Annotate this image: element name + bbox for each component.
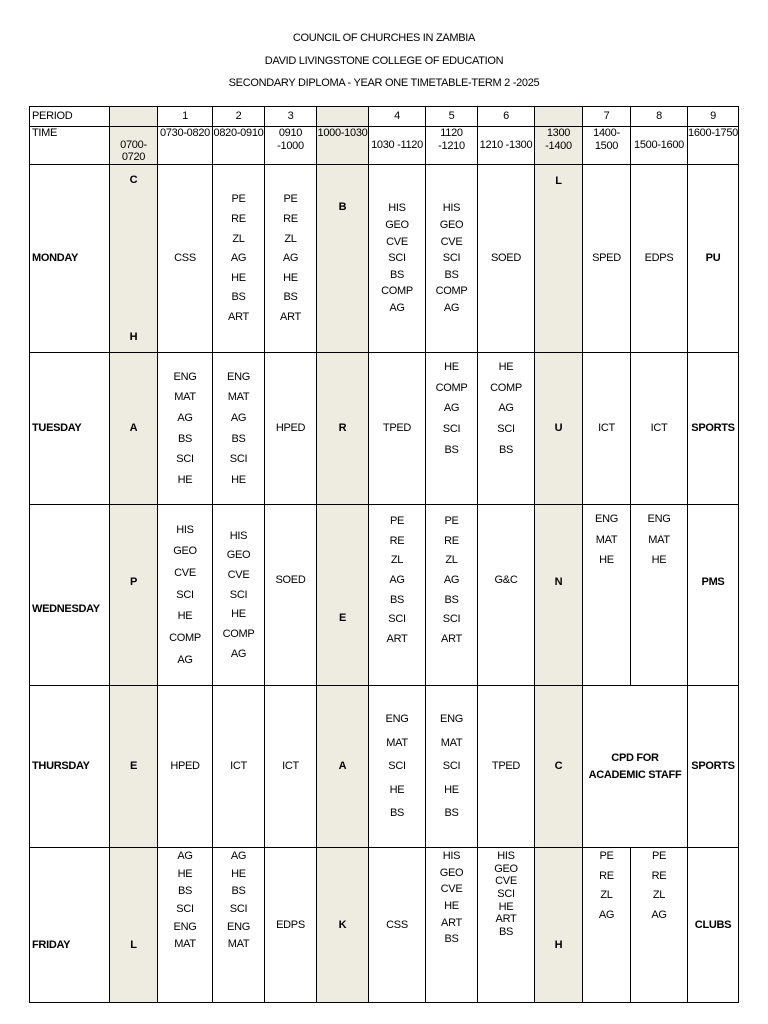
period-label: PERIOD [30,107,110,127]
time-cell: 1500-1600 [631,127,688,165]
subject-cell [478,848,535,1003]
day-label: MONDAY [30,165,110,353]
subject-cell [213,505,265,686]
subject-entry: GEO [494,862,518,875]
subject-cell [158,505,213,686]
subject-entry: MAT [174,938,196,951]
subject-entry: PE [231,193,246,206]
subject-cell: SPORTS [688,353,739,505]
subject-entry: BS [389,268,405,281]
subject-entry: ART [495,913,517,926]
subject-entry: HE [177,867,193,880]
cpd-line: ACADEMIC STAFF [588,768,682,781]
subject-entry: ENG [173,370,197,383]
subject-entry: AG [230,850,247,862]
header-line-1: COUNCIL OF CHURCHES IN ZAMBIA [292,32,476,44]
subject-entry: AG [651,908,667,921]
period-cell: 3 [265,107,317,127]
subject-entry: AG [598,908,615,921]
day-row-monday [30,165,739,353]
subject-cell [426,686,478,848]
subject-entry: BS [177,885,193,898]
subject-cell [426,505,478,686]
subject-entry: BS [444,443,459,456]
subject-entry: CVE [227,569,250,582]
subject-entry: RE [651,869,667,882]
subject-entry: HE [498,900,514,913]
subject-entry: COMP [222,627,255,640]
subject-cell [213,848,265,1003]
lunch-letter: U [535,353,583,505]
period-cell: 8 [631,107,688,127]
subject-entry: HE [231,608,246,621]
time-cell: 0910 -1000 [265,127,317,165]
subject-entry: AG [177,850,193,862]
day-label: FRIDAY [30,848,110,1003]
subject-cell: PU [688,165,739,353]
chapel-letter: E [110,686,158,848]
subject-entry: CVE [174,567,196,580]
period-cell [535,107,583,127]
subject-entry: COMP [490,381,522,394]
day-row-wednesday [30,505,739,686]
subject-entry: AG [230,252,247,265]
subject-entry: ENG [595,513,618,525]
subject-cell [583,505,631,686]
period-cell: 4 [369,107,426,127]
subject-cell [158,848,213,1003]
chapel-cell [110,165,158,353]
subject-entry: GEO [173,545,197,558]
time-cell: 1600-1750 [688,127,739,165]
subject-entry: AG [282,252,299,265]
chapel-letter: H [129,330,138,343]
subject-entry: ENG [385,712,409,725]
subject-entry: SCI [388,760,406,773]
subject-entry: HE [444,899,459,912]
subject-entry: SCI [442,613,461,626]
subject-entry: HE [389,783,405,796]
subject-entry: MAT [595,533,618,546]
time-cell: 0730-0820 [158,127,213,165]
subject-cell: TPED [478,686,535,848]
time-label: TIME [30,127,110,165]
day-row-thursday [30,686,739,848]
time-cell: 1400-1500 [583,127,631,165]
subject-cell: CSS [369,848,426,1003]
subject-entry: ENG [647,513,671,525]
subject-cell: TPED [369,353,426,505]
time-cell: 1030 -1120 [369,127,426,165]
subject-entry: BS [444,268,459,281]
subject-entry: CVE [440,235,463,248]
day-label: TUESDAY [30,353,110,505]
period-cell: 7 [583,107,631,127]
subject-entry: RE [389,534,405,547]
subject-entry: BS [498,925,514,938]
subject-entry: ART [386,632,408,645]
subject-entry: HE [651,554,667,567]
cpd-cell [583,686,688,848]
subject-entry: ART [441,916,462,929]
subject-cell [478,353,535,505]
subject-entry: HE [599,554,614,567]
subject-entry: HIS [388,202,406,215]
lunch-letter: C [535,686,583,848]
chapel-letter: P [110,505,158,686]
subject-entry: HE [231,867,246,880]
header-line-3: SECONDARY DIPLOMA - YEAR ONE TIMETABLE-TERM 2 -2025 [228,77,540,89]
subject-entry: HE [283,271,298,284]
subject-entry: HE [231,473,246,486]
period-cell: 2 [213,107,265,127]
period-cell [110,107,158,127]
subject-entry: ENG [227,370,250,383]
subject-entry: RE [231,212,246,225]
subject-entry: SCI [229,588,248,601]
subject-entry: MAT [440,736,463,749]
subject-entry: AG [443,402,460,415]
day-label: WEDNESDAY [30,505,110,686]
subject-entry: AG [177,653,193,666]
time-row [30,127,739,165]
subject-entry: ZL [445,554,458,567]
subject-entry: MAT [386,736,408,749]
day-row-tuesday [30,353,739,505]
subject-entry: PE [444,515,459,527]
subject-entry: BS [444,933,459,946]
subject-entry: SCI [388,252,406,265]
subject-entry: SCI [229,453,248,466]
subject-entry: AG [498,402,514,415]
chapel-letter: L [110,848,158,1003]
subject-entry: BS [283,291,298,304]
subject-entry: MAT [174,391,196,404]
cpd-line: CPD FOR [611,751,659,764]
subject-entry: SCI [442,252,461,265]
time-cell: 1300 -1400 [535,127,583,165]
subject-entry: ZL [390,554,404,567]
subject-entry: GEO [439,866,464,879]
subject-entry: BS [177,432,193,445]
subject-entry: ENG [173,920,197,933]
subject-entry: HE [177,473,193,486]
period-row [30,107,739,127]
subject-entry: ZL [232,232,245,245]
day-row-friday [30,848,739,1003]
subject-entry: RE [283,212,298,225]
subject-entry: HE [444,783,459,796]
subject-cell [583,848,631,1003]
subject-cell [213,353,265,505]
subject-entry: MAT [227,938,250,951]
subject-entry: SCI [442,760,461,773]
subject-entry: BS [389,593,405,606]
subject-entry: SCI [229,902,248,915]
subject-cell [265,165,317,353]
subject-cell [213,165,265,353]
chapel-letter: C [129,173,138,186]
subject-entry: SCI [176,453,194,466]
subject-cell [426,848,478,1003]
subject-cell: PMS [688,505,739,686]
subject-entry: COMP [169,631,201,644]
break-letter: E [317,505,369,686]
subject-cell: SOED [265,505,317,686]
time-cell: 1120 -1210 [426,127,478,165]
subject-entry: BS [231,432,246,445]
subject-entry: CVE [495,875,517,888]
subject-entry: BS [498,443,514,456]
subject-entry: SCI [176,588,194,601]
break-letter: A [317,686,369,848]
subject-entry: BS [444,807,459,820]
subject-entry: COMP [435,285,468,298]
time-cell: 1210 -1300 [478,127,535,165]
subject-entry: AG [177,411,193,424]
subject-entry: HE [231,271,246,284]
break-letter: B [317,165,369,353]
header-line-2: DAVID LIVINGSTONE COLLEGE OF EDUCATION [264,55,504,67]
break-letter: K [317,848,369,1003]
subject-entry: SCI [497,422,515,435]
day-label: THURSDAY [30,686,110,848]
subject-cell [369,686,426,848]
subject-entry: HIS [176,523,194,536]
period-cell: 1 [158,107,213,127]
subject-cell: ICT [265,686,317,848]
lunch-letter: H [535,848,583,1003]
subject-cell: SPED [583,165,631,353]
subject-entry: ENG [227,920,250,933]
subject-entry: RE [599,869,614,882]
subject-entry: ART [228,311,249,324]
subject-entry: COMP [381,285,413,298]
subject-entry: BS [389,807,405,820]
lunch-letter: N [535,505,583,686]
subject-entry: HIS [442,202,461,215]
period-cell: 9 [688,107,739,127]
subject-cell: SPORTS [688,686,739,848]
subject-cell: HPED [158,686,213,848]
subject-cell [369,165,426,353]
subject-cell [631,848,688,1003]
subject-cell [158,353,213,505]
subject-cell [369,505,426,686]
subject-entry: GEO [439,218,464,231]
subject-entry: SCI [497,887,515,900]
subject-entry: PE [651,850,667,862]
subject-entry: SCI [442,422,461,435]
subject-entry: AG [443,573,460,586]
subject-cell: HPED [265,353,317,505]
subject-entry: PE [599,850,614,862]
subject-entry: BS [444,593,459,606]
subject-cell: EDPS [631,165,688,353]
subject-cell: CLUBS [688,848,739,1003]
subject-entry: PE [283,193,298,206]
subject-entry: CVE [386,235,408,248]
subject-entry: BS [231,291,246,304]
subject-cell [426,165,478,353]
subject-entry: ZL [600,889,613,902]
subject-entry: PE [389,515,405,527]
period-cell [317,107,369,127]
subject-entry: AG [230,411,247,424]
time-cell: 0700-0720 [110,127,158,165]
subject-cell: EDPS [265,848,317,1003]
time-cell: 0820-0910 [213,127,265,165]
subject-entry: SCI [176,902,194,915]
subject-entry: AG [443,302,460,315]
subject-entry: MAT [648,533,670,546]
timetable [29,106,739,1003]
subject-entry: GEO [226,549,251,562]
subject-cell: ICT [213,686,265,848]
subject-entry: HIS [497,850,515,862]
subject-entry: ART [280,311,301,324]
subject-cell: CSS [158,165,213,353]
subject-cell [426,353,478,505]
time-cell: 1000-1030 [317,127,369,165]
subject-cell: G&C [478,505,535,686]
subject-entry: ENG [440,712,463,725]
subject-entry: MAT [227,391,250,404]
subject-entry: CVE [440,883,463,896]
subject-entry: HE [177,610,193,623]
subject-entry: COMP [435,381,468,394]
subject-entry: SCI [388,613,406,626]
subject-entry: HIS [442,850,461,862]
subject-entry: HIS [229,529,248,542]
subject-entry: AG [389,573,405,586]
lunch-letter: L [535,165,583,353]
subject-cell [631,505,688,686]
subject-entry: ART [441,632,462,645]
subject-entry: AG [389,302,405,315]
subject-cell: ICT [631,353,688,505]
subject-entry: BS [231,885,246,898]
subject-entry: ZL [652,889,666,902]
period-cell: 5 [426,107,478,127]
period-cell: 6 [478,107,535,127]
subject-cell: SOED [478,165,535,353]
subject-entry: HE [444,361,459,373]
subject-entry: ZL [284,232,297,245]
subject-cell: ICT [583,353,631,505]
subject-entry: RE [444,534,459,547]
subject-entry: AG [230,647,247,660]
chapel-letter: A [110,353,158,505]
subject-entry: HE [498,361,514,373]
break-letter: R [317,353,369,505]
subject-entry: GEO [385,218,409,231]
